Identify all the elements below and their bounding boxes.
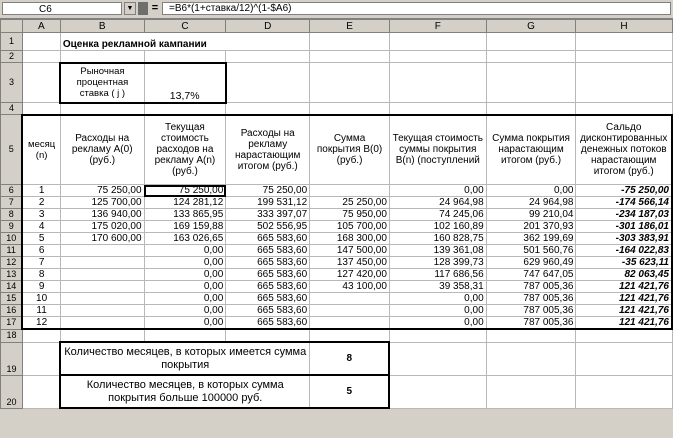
equals-sign: =: [151, 2, 159, 14]
cell[interactable]: [576, 342, 672, 375]
cell-ad-expenses[interactable]: 175 020,00: [60, 221, 144, 233]
column-header-e[interactable]: E: [310, 20, 390, 33]
cell-discounted-balance[interactable]: 121 421,76: [576, 305, 672, 317]
select-all-corner[interactable]: [1, 20, 23, 33]
summary-value[interactable]: 8: [310, 342, 390, 375]
cell[interactable]: [486, 375, 576, 408]
column-header-h[interactable]: H: [576, 20, 672, 33]
cell-present-value-expenses[interactable]: 0,00: [144, 269, 226, 281]
table-row: [1, 257, 673, 269]
header-present-value-coverage[interactable]: Текущая стоимость суммы покрытия B(n) (поступлений: [389, 115, 486, 185]
row-2: [1, 51, 673, 63]
header-cumulative-coverage[interactable]: Сумма покрытия нарастающим итогом (руб.): [486, 115, 576, 185]
summary-label[interactable]: Количество месяцев, в которых сумма покрытия больше 100000 руб.: [60, 375, 309, 408]
table-row: [1, 317, 673, 330]
cell-ad-expenses[interactable]: [60, 305, 144, 317]
row-header[interactable]: 8: [1, 209, 23, 221]
rate-value[interactable]: 13,7%: [144, 63, 226, 103]
cell[interactable]: [576, 63, 672, 103]
name-box-dropdown-icon[interactable]: ▼: [124, 2, 136, 15]
cell-ad-expenses[interactable]: 75 250,00: [60, 185, 144, 197]
cell-discounted-balance[interactable]: -234 187,03: [576, 209, 672, 221]
cell-present-value-coverage[interactable]: 39 358,31: [389, 281, 486, 293]
formula-bar: [0, 0, 673, 19]
cell-present-value-expenses[interactable]: 163 026,65: [144, 233, 226, 245]
cell-coverage[interactable]: [310, 185, 390, 197]
cell-present-value-coverage[interactable]: 139 361,08: [389, 245, 486, 257]
row-header[interactable]: 4: [1, 103, 23, 115]
cell[interactable]: [310, 51, 390, 63]
cell[interactable]: [486, 342, 576, 375]
row-4: [1, 103, 673, 115]
cell-cumulative-expenses[interactable]: 333 397,07: [226, 209, 310, 221]
cell[interactable]: [22, 51, 60, 63]
cell[interactable]: [226, 51, 310, 63]
cell-cumulative-coverage[interactable]: 201 370,93: [486, 221, 576, 233]
cell-cumulative-expenses[interactable]: 75 250,00: [226, 185, 310, 197]
column-header-row: [1, 20, 673, 33]
table-row: [1, 293, 673, 305]
cell-present-value-expenses[interactable]: 0,00: [144, 305, 226, 317]
row-header[interactable]: 10: [1, 233, 23, 245]
summary-row: [1, 342, 673, 375]
cell[interactable]: [22, 375, 60, 408]
cell-coverage[interactable]: 137 450,00: [310, 257, 390, 269]
row-header[interactable]: 13: [1, 269, 23, 281]
cell-month[interactable]: 6: [22, 245, 60, 257]
sheet-title[interactable]: Оценка рекламной кампании: [60, 33, 309, 51]
cell[interactable]: [389, 329, 486, 342]
cell[interactable]: [310, 63, 390, 103]
cell[interactable]: [22, 33, 60, 51]
column-header-g[interactable]: G: [486, 20, 576, 33]
cell-cumulative-expenses[interactable]: 502 556,95: [226, 221, 310, 233]
row-header[interactable]: 3: [1, 63, 23, 103]
summary-row: [1, 375, 673, 408]
row-header[interactable]: 14: [1, 281, 23, 293]
cell-discounted-balance[interactable]: 121 421,76: [576, 281, 672, 293]
cell-discounted-balance[interactable]: -75 250,00: [576, 185, 672, 197]
table-row: [1, 269, 673, 281]
cell-cumulative-coverage[interactable]: 362 199,69: [486, 233, 576, 245]
header-month[interactable]: месяц (n): [22, 115, 60, 185]
cell[interactable]: [310, 329, 390, 342]
row-header[interactable]: 17: [1, 317, 23, 330]
cell-discounted-balance[interactable]: 121 421,76: [576, 317, 672, 330]
cell-coverage[interactable]: 105 700,00: [310, 221, 390, 233]
row-header[interactable]: 7: [1, 197, 23, 209]
cell-discounted-balance[interactable]: -174 566,14: [576, 197, 672, 209]
cell-present-value-coverage[interactable]: 0,00: [389, 305, 486, 317]
cell-present-value-coverage[interactable]: 0,00: [389, 293, 486, 305]
row-3: [1, 63, 673, 103]
cell[interactable]: [22, 63, 60, 103]
cell-ad-expenses[interactable]: 136 940,00: [60, 209, 144, 221]
cell-cumulative-expenses[interactable]: 665 583,60: [226, 317, 310, 330]
cell[interactable]: [486, 329, 576, 342]
cell-present-value-coverage[interactable]: 160 828,75: [389, 233, 486, 245]
table-row: [1, 305, 673, 317]
table-row: [1, 197, 673, 209]
cell-coverage[interactable]: [310, 317, 390, 330]
row-1: [1, 33, 673, 51]
cell-cumulative-expenses[interactable]: 665 583,60: [226, 269, 310, 281]
cell-discounted-balance[interactable]: 82 063,45: [576, 269, 672, 281]
table-row: [1, 233, 673, 245]
cell[interactable]: [60, 329, 144, 342]
cell[interactable]: [226, 103, 310, 115]
rate-label[interactable]: Рыночная процентная ставка ( j ): [60, 63, 144, 103]
row-header[interactable]: 1: [1, 33, 23, 51]
cell-coverage[interactable]: 75 950,00: [310, 209, 390, 221]
cell-month[interactable]: 3: [22, 209, 60, 221]
cell-present-value-expenses[interactable]: 169 159,88: [144, 221, 226, 233]
cell[interactable]: [22, 103, 60, 115]
row-header[interactable]: 11: [1, 245, 23, 257]
cell-present-value-expenses[interactable]: 124 281,12: [144, 197, 226, 209]
row-header[interactable]: 15: [1, 293, 23, 305]
cell[interactable]: [576, 375, 672, 408]
cell[interactable]: [486, 63, 576, 103]
cell-cumulative-coverage[interactable]: 629 960,49: [486, 257, 576, 269]
cell[interactable]: [389, 51, 486, 63]
cell-present-value-expenses[interactable]: 0,00: [144, 293, 226, 305]
cell-coverage[interactable]: 127 420,00: [310, 269, 390, 281]
cell-cumulative-coverage[interactable]: 99 210,04: [486, 209, 576, 221]
cell-discounted-balance[interactable]: -303 383,91: [576, 233, 672, 245]
row-header[interactable]: 12: [1, 257, 23, 269]
cell[interactable]: [576, 33, 672, 51]
cell-month[interactable]: 5: [22, 233, 60, 245]
row-header[interactable]: 20: [1, 375, 23, 408]
header-discounted-balance[interactable]: Сальдо дисконтированных денежных потоков нарастающим итогом (руб.): [576, 115, 672, 185]
cell-present-value-coverage[interactable]: 74 245,06: [389, 209, 486, 221]
cell[interactable]: [310, 33, 390, 51]
summary-label[interactable]: Количество месяцев, в которых имеется сумма покрытия: [60, 342, 309, 375]
formula-bar-divider: [138, 2, 148, 15]
cell-ad-expenses[interactable]: [60, 281, 144, 293]
column-header-a[interactable]: A: [22, 20, 60, 33]
cell-cumulative-coverage[interactable]: 747 647,05: [486, 269, 576, 281]
cell[interactable]: [576, 329, 672, 342]
cell-ad-expenses[interactable]: [60, 293, 144, 305]
cell[interactable]: [389, 63, 486, 103]
cell[interactable]: [60, 51, 144, 63]
worksheet-grid: [0, 19, 673, 409]
cell[interactable]: [310, 103, 390, 115]
cell-cumulative-expenses[interactable]: 665 583,60: [226, 281, 310, 293]
cell-month[interactable]: 7: [22, 257, 60, 269]
cell-present-value-coverage[interactable]: 128 399,73: [389, 257, 486, 269]
cell[interactable]: [22, 329, 60, 342]
cell-coverage[interactable]: [310, 293, 390, 305]
cell-cumulative-expenses[interactable]: 199 531,12: [226, 197, 310, 209]
cell-present-value-expenses[interactable]: 0,00: [144, 245, 226, 257]
cell[interactable]: [576, 51, 672, 63]
cell[interactable]: [226, 329, 310, 342]
header-present-value-expenses[interactable]: Текущая стоимость расходов на рекламу A(n) (руб.): [144, 115, 226, 185]
cell-cumulative-coverage[interactable]: 24 964,98: [486, 197, 576, 209]
cell-discounted-balance[interactable]: 121 421,76: [576, 293, 672, 305]
cell-present-value-expenses[interactable]: 0,00: [144, 281, 226, 293]
cell-month[interactable]: 9: [22, 281, 60, 293]
header-ad-expenses[interactable]: Расходы на рекламу A(0) (руб.): [60, 115, 144, 185]
name-box[interactable]: C6: [2, 2, 122, 15]
cell-month[interactable]: 2: [22, 197, 60, 209]
cell-ad-expenses[interactable]: [60, 245, 144, 257]
table-row: [1, 245, 673, 257]
cell-cumulative-coverage[interactable]: 787 005,36: [486, 317, 576, 330]
cell[interactable]: [486, 103, 576, 115]
table-row: [1, 185, 673, 197]
cell-cumulative-coverage[interactable]: 787 005,36: [486, 305, 576, 317]
cell-ad-expenses[interactable]: [60, 317, 144, 330]
cell[interactable]: [22, 342, 60, 375]
row-18: [1, 329, 673, 342]
row-header[interactable]: 5: [1, 115, 23, 185]
cell-discounted-balance[interactable]: -301 186,01: [576, 221, 672, 233]
cell-cumulative-expenses[interactable]: 665 583,60: [226, 245, 310, 257]
row-header[interactable]: 9: [1, 221, 23, 233]
row-header[interactable]: 18: [1, 329, 23, 342]
cell-month[interactable]: 11: [22, 305, 60, 317]
cell-month[interactable]: 12: [22, 317, 60, 330]
cell-present-value-coverage[interactable]: 0,00: [389, 185, 486, 197]
table-row: [1, 281, 673, 293]
cell-present-value-expenses[interactable]: 0,00: [144, 317, 226, 330]
cell-coverage[interactable]: 43 100,00: [310, 281, 390, 293]
cell-month[interactable]: 1: [22, 185, 60, 197]
cell-present-value-expenses[interactable]: 133 865,95: [144, 209, 226, 221]
cell-coverage[interactable]: [310, 305, 390, 317]
cell-present-value-expenses[interactable]: 0,00: [144, 257, 226, 269]
cell-present-value-expenses[interactable]: 75 250,00: [144, 185, 226, 197]
cell-month[interactable]: 4: [22, 221, 60, 233]
cell-cumulative-coverage[interactable]: 0,00: [486, 185, 576, 197]
cell-present-value-coverage[interactable]: 24 964,98: [389, 197, 486, 209]
cell-present-value-coverage[interactable]: 0,00: [389, 317, 486, 330]
formula-input[interactable]: =B6*(1+ставка/12)^(1-$A6): [162, 2, 671, 15]
header-cumulative-expenses[interactable]: Расходы на рекламу нарастающим итогом (руб.): [226, 115, 310, 185]
cell[interactable]: [486, 51, 576, 63]
cell[interactable]: [389, 33, 486, 51]
cell-ad-expenses[interactable]: 170 600,00: [60, 233, 144, 245]
column-header-b[interactable]: B: [60, 20, 144, 33]
cell-cumulative-expenses[interactable]: 665 583,60: [226, 257, 310, 269]
summary-value[interactable]: 5: [310, 375, 390, 408]
column-header-c[interactable]: C: [144, 20, 226, 33]
cell-cumulative-expenses[interactable]: 665 583,60: [226, 305, 310, 317]
column-header-f[interactable]: F: [389, 20, 486, 33]
cell-month[interactable]: 10: [22, 293, 60, 305]
cell-cumulative-expenses[interactable]: 665 583,60: [226, 233, 310, 245]
cell[interactable]: [576, 103, 672, 115]
cell[interactable]: [389, 103, 486, 115]
cell-coverage[interactable]: 147 500,00: [310, 245, 390, 257]
cell[interactable]: [144, 103, 226, 115]
cell[interactable]: [389, 375, 486, 408]
row-header[interactable]: 16: [1, 305, 23, 317]
cell[interactable]: [144, 51, 226, 63]
cell-month[interactable]: 8: [22, 269, 60, 281]
row-header[interactable]: 2: [1, 51, 23, 63]
cell[interactable]: [144, 329, 226, 342]
cell-ad-expenses[interactable]: [60, 269, 144, 281]
cell[interactable]: [486, 33, 576, 51]
cell-coverage[interactable]: 168 300,00: [310, 233, 390, 245]
cell-cumulative-coverage[interactable]: 787 005,36: [486, 293, 576, 305]
row-header[interactable]: 19: [1, 342, 23, 375]
table-row: [1, 221, 673, 233]
cell-coverage[interactable]: 25 250,00: [310, 197, 390, 209]
cell-discounted-balance[interactable]: -35 623,11: [576, 257, 672, 269]
cell-discounted-balance[interactable]: -164 022,83: [576, 245, 672, 257]
cell-cumulative-coverage[interactable]: 787 005,36: [486, 281, 576, 293]
cell[interactable]: [60, 103, 144, 115]
column-header-d[interactable]: D: [226, 20, 310, 33]
cell-ad-expenses[interactable]: [60, 257, 144, 269]
cell-ad-expenses[interactable]: 125 700,00: [60, 197, 144, 209]
cell-cumulative-expenses[interactable]: 665 583,60: [226, 293, 310, 305]
header-coverage[interactable]: Сумма покрытия B(0) (руб.): [310, 115, 390, 185]
row-5-headers: [1, 115, 673, 185]
cell[interactable]: [389, 342, 486, 375]
cell[interactable]: [226, 63, 310, 103]
row-header[interactable]: 6: [1, 185, 23, 197]
table-row: [1, 209, 673, 221]
cell-present-value-coverage[interactable]: 102 160,89: [389, 221, 486, 233]
cell-cumulative-coverage[interactable]: 501 560,76: [486, 245, 576, 257]
cell-present-value-coverage[interactable]: 117 686,56: [389, 269, 486, 281]
